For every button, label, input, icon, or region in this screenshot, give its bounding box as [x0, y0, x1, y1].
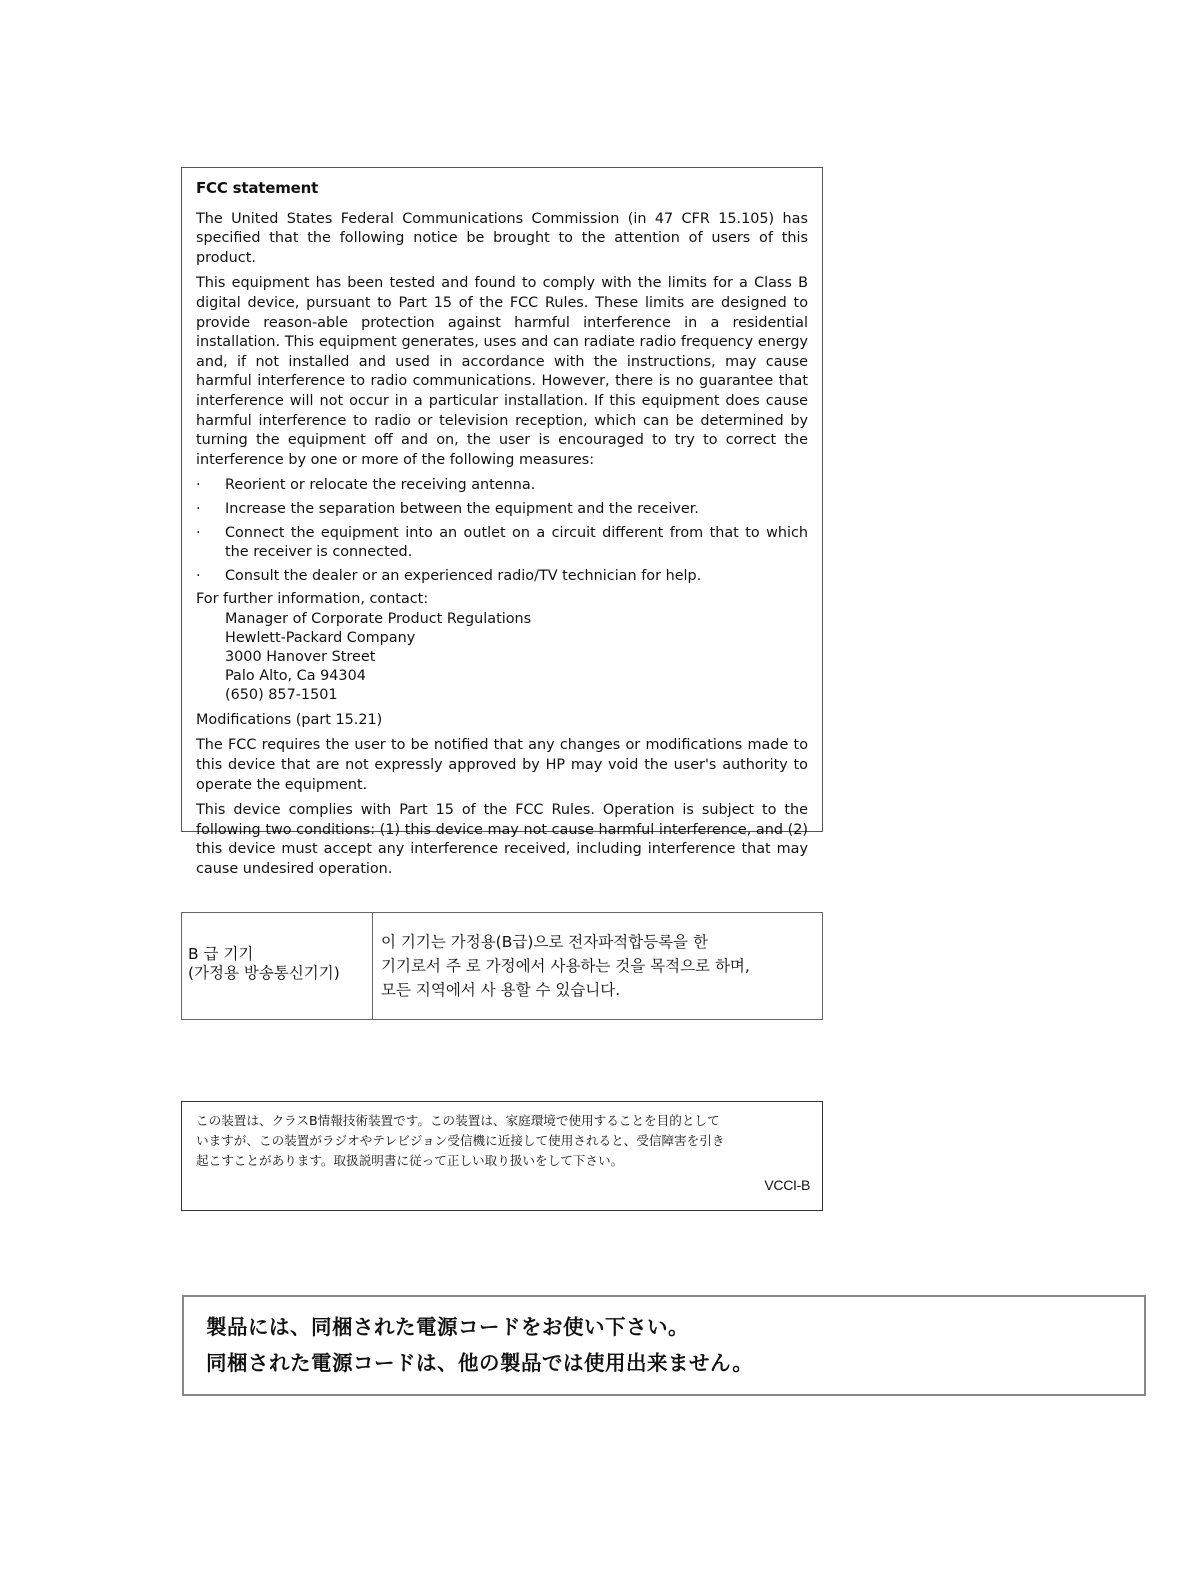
vcci-line: いますが、この装置がラジオやテレビジョン受信機に近接して使用されると、受信障害を引き	[196, 1133, 725, 1148]
power-cord-line: 同梱された電源コードは、他の製品では使用出来ません。	[206, 1351, 754, 1375]
list-item: · Increase the separation between the equipment and the receiver.	[196, 500, 808, 520]
modifications-heading: Modifications (part 15.21)	[196, 711, 383, 728]
address-line: 3000 Hanover Street	[225, 648, 376, 665]
bullet-icon: ·	[196, 524, 201, 541]
compliance-text: This device complies with Part 15 of the FCC Rules. Operation is subject to the following two conditions: (1) this device may not cause harmful interference, and (2) this device must accept any interference received, including interference that may cause undesired operation.	[196, 802, 808, 878]
korean-class-line: (가정용 방송통신기기)	[188, 964, 340, 982]
korean-class-line: B 급 기기	[188, 945, 254, 963]
address-line: Hewlett-Packard Company	[225, 629, 416, 646]
korean-statement-box	[181, 912, 823, 1020]
korean-class-cell	[182, 913, 373, 1019]
list-item: · Consult the dealer or an experienced radio/TV technician for help.	[196, 567, 808, 587]
contact-address	[225, 610, 808, 705]
power-cord-line: 製品には、同梱された電源コードをお使い下さい。	[206, 1315, 689, 1339]
fcc-measures-list	[196, 476, 808, 586]
korean-statement-line: 이 기기는 가정용(B급)으로 전자파적합등록을 한	[381, 933, 708, 951]
list-item: · Reorient or relocate the receiving antenna.	[196, 476, 808, 496]
fcc-body: This equipment has been tested and found to comply with the limits for a Class B digital device, pursuant to Part 15 of the FCC Rules. These limits are designed to provide reason-able protection against harmful interference in a residential installation. This equipment generates, uses and can radiate radio frequency energy and, if not installed and used in accordance with the instructions, may cause harmful interference to radio communications. However, there is no guarantee that interference will not occur in a particular installation. If this equipment does cause harmful interference to radio or television reception, which can be determined by turning the equipment off and on, the user is encouraged to try to correct the interference by one or more of the following measures:	[196, 275, 808, 468]
modifications-text: The FCC requires the user to be notified that any changes or modifications made to this device that are not expressly approved by HP may void the user's authority to operate the equipment.	[196, 737, 808, 793]
address-line: (650) 857-1501	[225, 686, 338, 703]
korean-statement-cell	[373, 913, 822, 1019]
vcci-tag: VCCI-B	[764, 1177, 810, 1193]
bullet-icon: ·	[196, 477, 201, 494]
list-item: · Connect the equipment into an outlet on a circuit different from that to which the receiver is connected.	[196, 524, 808, 561]
fcc-statement-box	[181, 167, 823, 878]
power-cord-notice-box	[182, 1295, 1146, 1396]
address-line: Manager of Corporate Product Regulations	[225, 610, 532, 627]
contact-label: For further information, contact:	[196, 591, 429, 608]
vcci-line: 起こすことがあります。取扱説明書に従って正しい取り扱いをして下さい。	[196, 1153, 624, 1168]
address-line: Palo Alto, Ca 94304	[225, 667, 366, 684]
fcc-intro: The United States Federal Communications Commission (in 47 CFR 15.105) has specified that the following notice be brought to the attention of users of this product.	[196, 210, 808, 266]
vcci-line: この装置は、クラスB情報技術装置です。この装置は、家庭環境で使用することを目的として	[196, 1113, 720, 1128]
korean-statement-line: 기기로서 주 로 가정에서 사용하는 것을 목적으로 하며,	[381, 957, 750, 975]
fcc-title: FCC statement	[196, 179, 319, 197]
bullet-icon: ·	[196, 500, 201, 517]
korean-statement-line: 모든 지역에서 사 용할 수 있습니다.	[381, 981, 621, 999]
bullet-icon: ·	[196, 567, 201, 584]
vcci-statement-box	[181, 1101, 823, 1211]
